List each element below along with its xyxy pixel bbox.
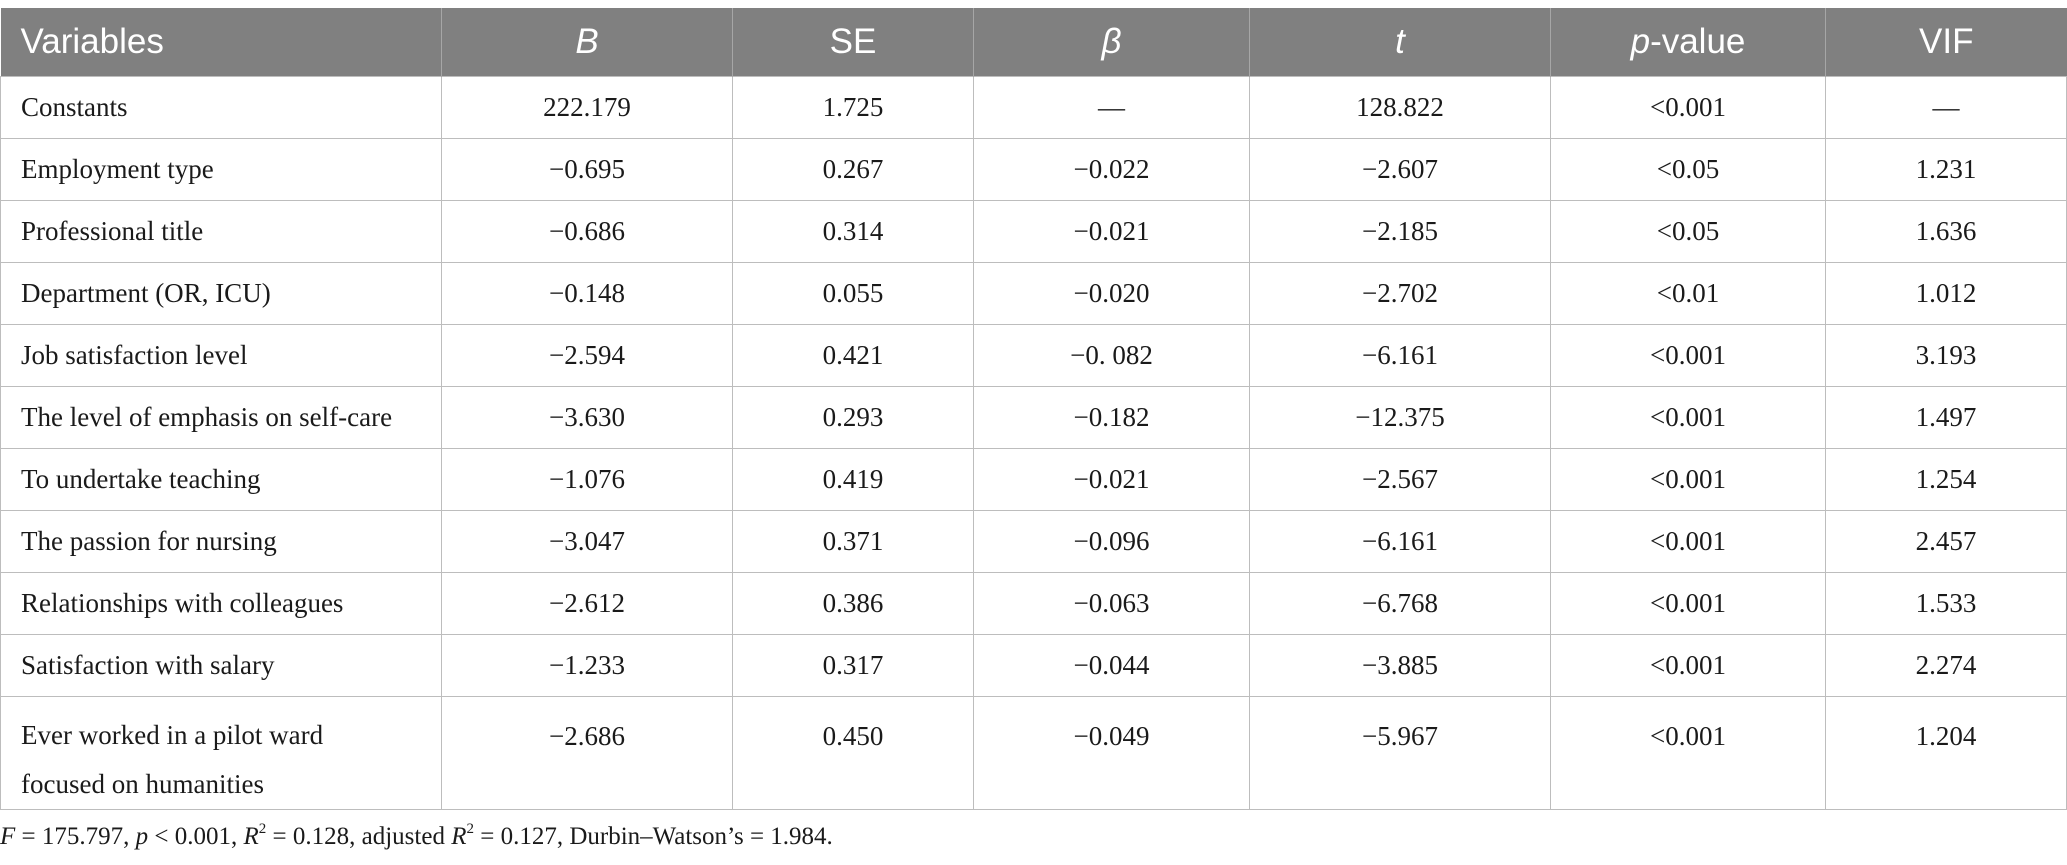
cell-vif: 1.254 <box>1826 449 2067 511</box>
footnote-r-value: = 0.128, adjusted <box>266 823 452 850</box>
cell-vif: 3.193 <box>1826 325 2067 387</box>
cell-variable: Constants <box>1 77 442 139</box>
cell-vif: 1.497 <box>1826 387 2067 449</box>
cell-p: <0.05 <box>1551 201 1826 263</box>
cell-t: −2.702 <box>1250 263 1551 325</box>
header-p-suffix: -value <box>1650 22 1746 61</box>
header-b <box>442 8 733 77</box>
cell-variable: Employment type <box>1 139 442 201</box>
cell-b: −3.047 <box>442 511 733 573</box>
footnote-adj-r-label: R <box>451 823 467 850</box>
cell-p: <0.01 <box>1551 263 1826 325</box>
header-t <box>1250 8 1551 77</box>
table-row <box>1 201 2067 263</box>
table-row <box>1 387 2067 449</box>
cell-se: 0.314 <box>733 201 974 263</box>
cell-se: 0.419 <box>733 449 974 511</box>
cell-variable: Relationships with colleagues <box>1 573 442 635</box>
table-row <box>1 573 2067 635</box>
cell-b: −0.148 <box>442 263 733 325</box>
cell-t: 128.822 <box>1250 77 1551 139</box>
footnote-adj-r-sup: 2 <box>466 821 474 837</box>
header-p-symbol: p <box>1630 22 1651 61</box>
cell-p <box>1551 697 1826 810</box>
cell-p: <0.001 <box>1551 77 1826 139</box>
cell-beta: −0. 082 <box>974 325 1250 387</box>
cell-beta: −0.063 <box>974 573 1250 635</box>
table-row <box>1 449 2067 511</box>
table-row <box>1 511 2067 573</box>
cell-b <box>442 697 733 810</box>
cell-vif: 1.533 <box>1826 573 2067 635</box>
cell-b: −1.233 <box>442 635 733 697</box>
cell-p: <0.001 <box>1551 573 1826 635</box>
cell-b: −3.630 <box>442 387 733 449</box>
cell-variable: To undertake teaching <box>1 449 442 511</box>
cell-vif: 1.231 <box>1826 139 2067 201</box>
table-row <box>1 139 2067 201</box>
cell-p: <0.001 <box>1551 449 1826 511</box>
cell-se: 0.055 <box>733 263 974 325</box>
cell-b: −2.612 <box>442 573 733 635</box>
cell-vif-text: 1.204 <box>1915 721 1977 751</box>
cell-se: 0.317 <box>733 635 974 697</box>
cell-beta: −0.044 <box>974 635 1250 697</box>
cell-p-text: <0.001 <box>1650 721 1726 751</box>
cell-p: <0.001 <box>1551 635 1826 697</box>
cell-beta: −0.182 <box>974 387 1250 449</box>
cell-beta-text: −0.049 <box>1073 721 1150 751</box>
cell-se: 0.293 <box>733 387 974 449</box>
cell-t: −2.185 <box>1250 201 1551 263</box>
cell-beta: −0.021 <box>974 449 1250 511</box>
header-p-value <box>1551 8 1826 77</box>
cell-t: −12.375 <box>1250 387 1551 449</box>
footnote-p-value: < 0.001, <box>148 823 244 850</box>
table-row <box>1 263 2067 325</box>
cell-p: <0.001 <box>1551 387 1826 449</box>
table-row <box>1 697 2067 810</box>
cell-vif: 1.636 <box>1826 201 2067 263</box>
cell-b: −0.695 <box>442 139 733 201</box>
cell-se: 0.386 <box>733 573 974 635</box>
cell-variable-line1: Ever worked in a pilot ward <box>21 720 324 750</box>
cell-vif: 2.457 <box>1826 511 2067 573</box>
cell-se: 1.725 <box>733 77 974 139</box>
header-b-label: B <box>575 22 599 61</box>
table-footnote <box>0 823 833 851</box>
cell-t-text: −5.967 <box>1362 721 1438 751</box>
cell-se: 0.371 <box>733 511 974 573</box>
footnote-f-label: F <box>0 823 16 850</box>
footnote-r-sup: 2 <box>258 821 267 837</box>
cell-t: −2.567 <box>1250 449 1551 511</box>
cell-t <box>1250 697 1551 810</box>
table-row <box>1 635 2067 697</box>
cell-p: <0.001 <box>1551 511 1826 573</box>
table-row <box>1 77 2067 139</box>
cell-t: −6.161 <box>1250 325 1551 387</box>
cell-vif: — <box>1826 77 2067 139</box>
cell-se: 0.421 <box>733 325 974 387</box>
cell-se-text: 0.450 <box>822 721 884 751</box>
header-vif: VIF <box>1826 8 2067 77</box>
cell-t: −6.768 <box>1250 573 1551 635</box>
cell-beta <box>974 697 1250 810</box>
header-beta-label: β <box>1101 22 1122 61</box>
cell-variable-text <box>21 697 441 809</box>
cell-se: 0.267 <box>733 139 974 201</box>
header-t-label: t <box>1395 22 1405 61</box>
cell-variable: Department (OR, ICU) <box>1 263 442 325</box>
cell-vif: 1.012 <box>1826 263 2067 325</box>
header-beta <box>974 8 1250 77</box>
cell-t: −6.161 <box>1250 511 1551 573</box>
cell-variable <box>1 697 442 810</box>
cell-beta: −0.021 <box>974 201 1250 263</box>
cell-beta: −0.020 <box>974 263 1250 325</box>
cell-beta: −0.096 <box>974 511 1250 573</box>
footnote-f-value: = 175.797, <box>15 823 136 850</box>
cell-t: −2.607 <box>1250 139 1551 201</box>
cell-variable-line2: focused on humanities <box>21 769 264 799</box>
cell-variable: Job satisfaction level <box>1 325 442 387</box>
cell-b: −2.594 <box>442 325 733 387</box>
regression-table <box>0 8 2067 810</box>
cell-b: 222.179 <box>442 77 733 139</box>
cell-b: −1.076 <box>442 449 733 511</box>
cell-variable: The level of emphasis on self-care <box>1 387 442 449</box>
footnote-adj-r-value: = 0.127, Durbin–Watson’s = 1.984. <box>473 823 833 850</box>
cell-variable: The passion for nursing <box>1 511 442 573</box>
cell-se <box>733 697 974 810</box>
header-variables: Variables <box>1 8 442 77</box>
cell-b-text: −2.686 <box>549 721 625 751</box>
cell-p: <0.001 <box>1551 325 1826 387</box>
cell-vif: 2.274 <box>1826 635 2067 697</box>
cell-p: <0.05 <box>1551 139 1826 201</box>
footnote-p-label: p <box>135 823 149 850</box>
cell-t: −3.885 <box>1250 635 1551 697</box>
cell-beta: −0.022 <box>974 139 1250 201</box>
table-row <box>1 325 2067 387</box>
footnote-r-label: R <box>243 823 259 850</box>
regression-table-container <box>0 8 2066 810</box>
table-header-row <box>1 8 2067 77</box>
cell-vif <box>1826 697 2067 810</box>
cell-variable: Satisfaction with salary <box>1 635 442 697</box>
header-se: SE <box>733 8 974 77</box>
cell-beta: — <box>974 77 1250 139</box>
cell-variable: Professional title <box>1 201 442 263</box>
cell-b: −0.686 <box>442 201 733 263</box>
